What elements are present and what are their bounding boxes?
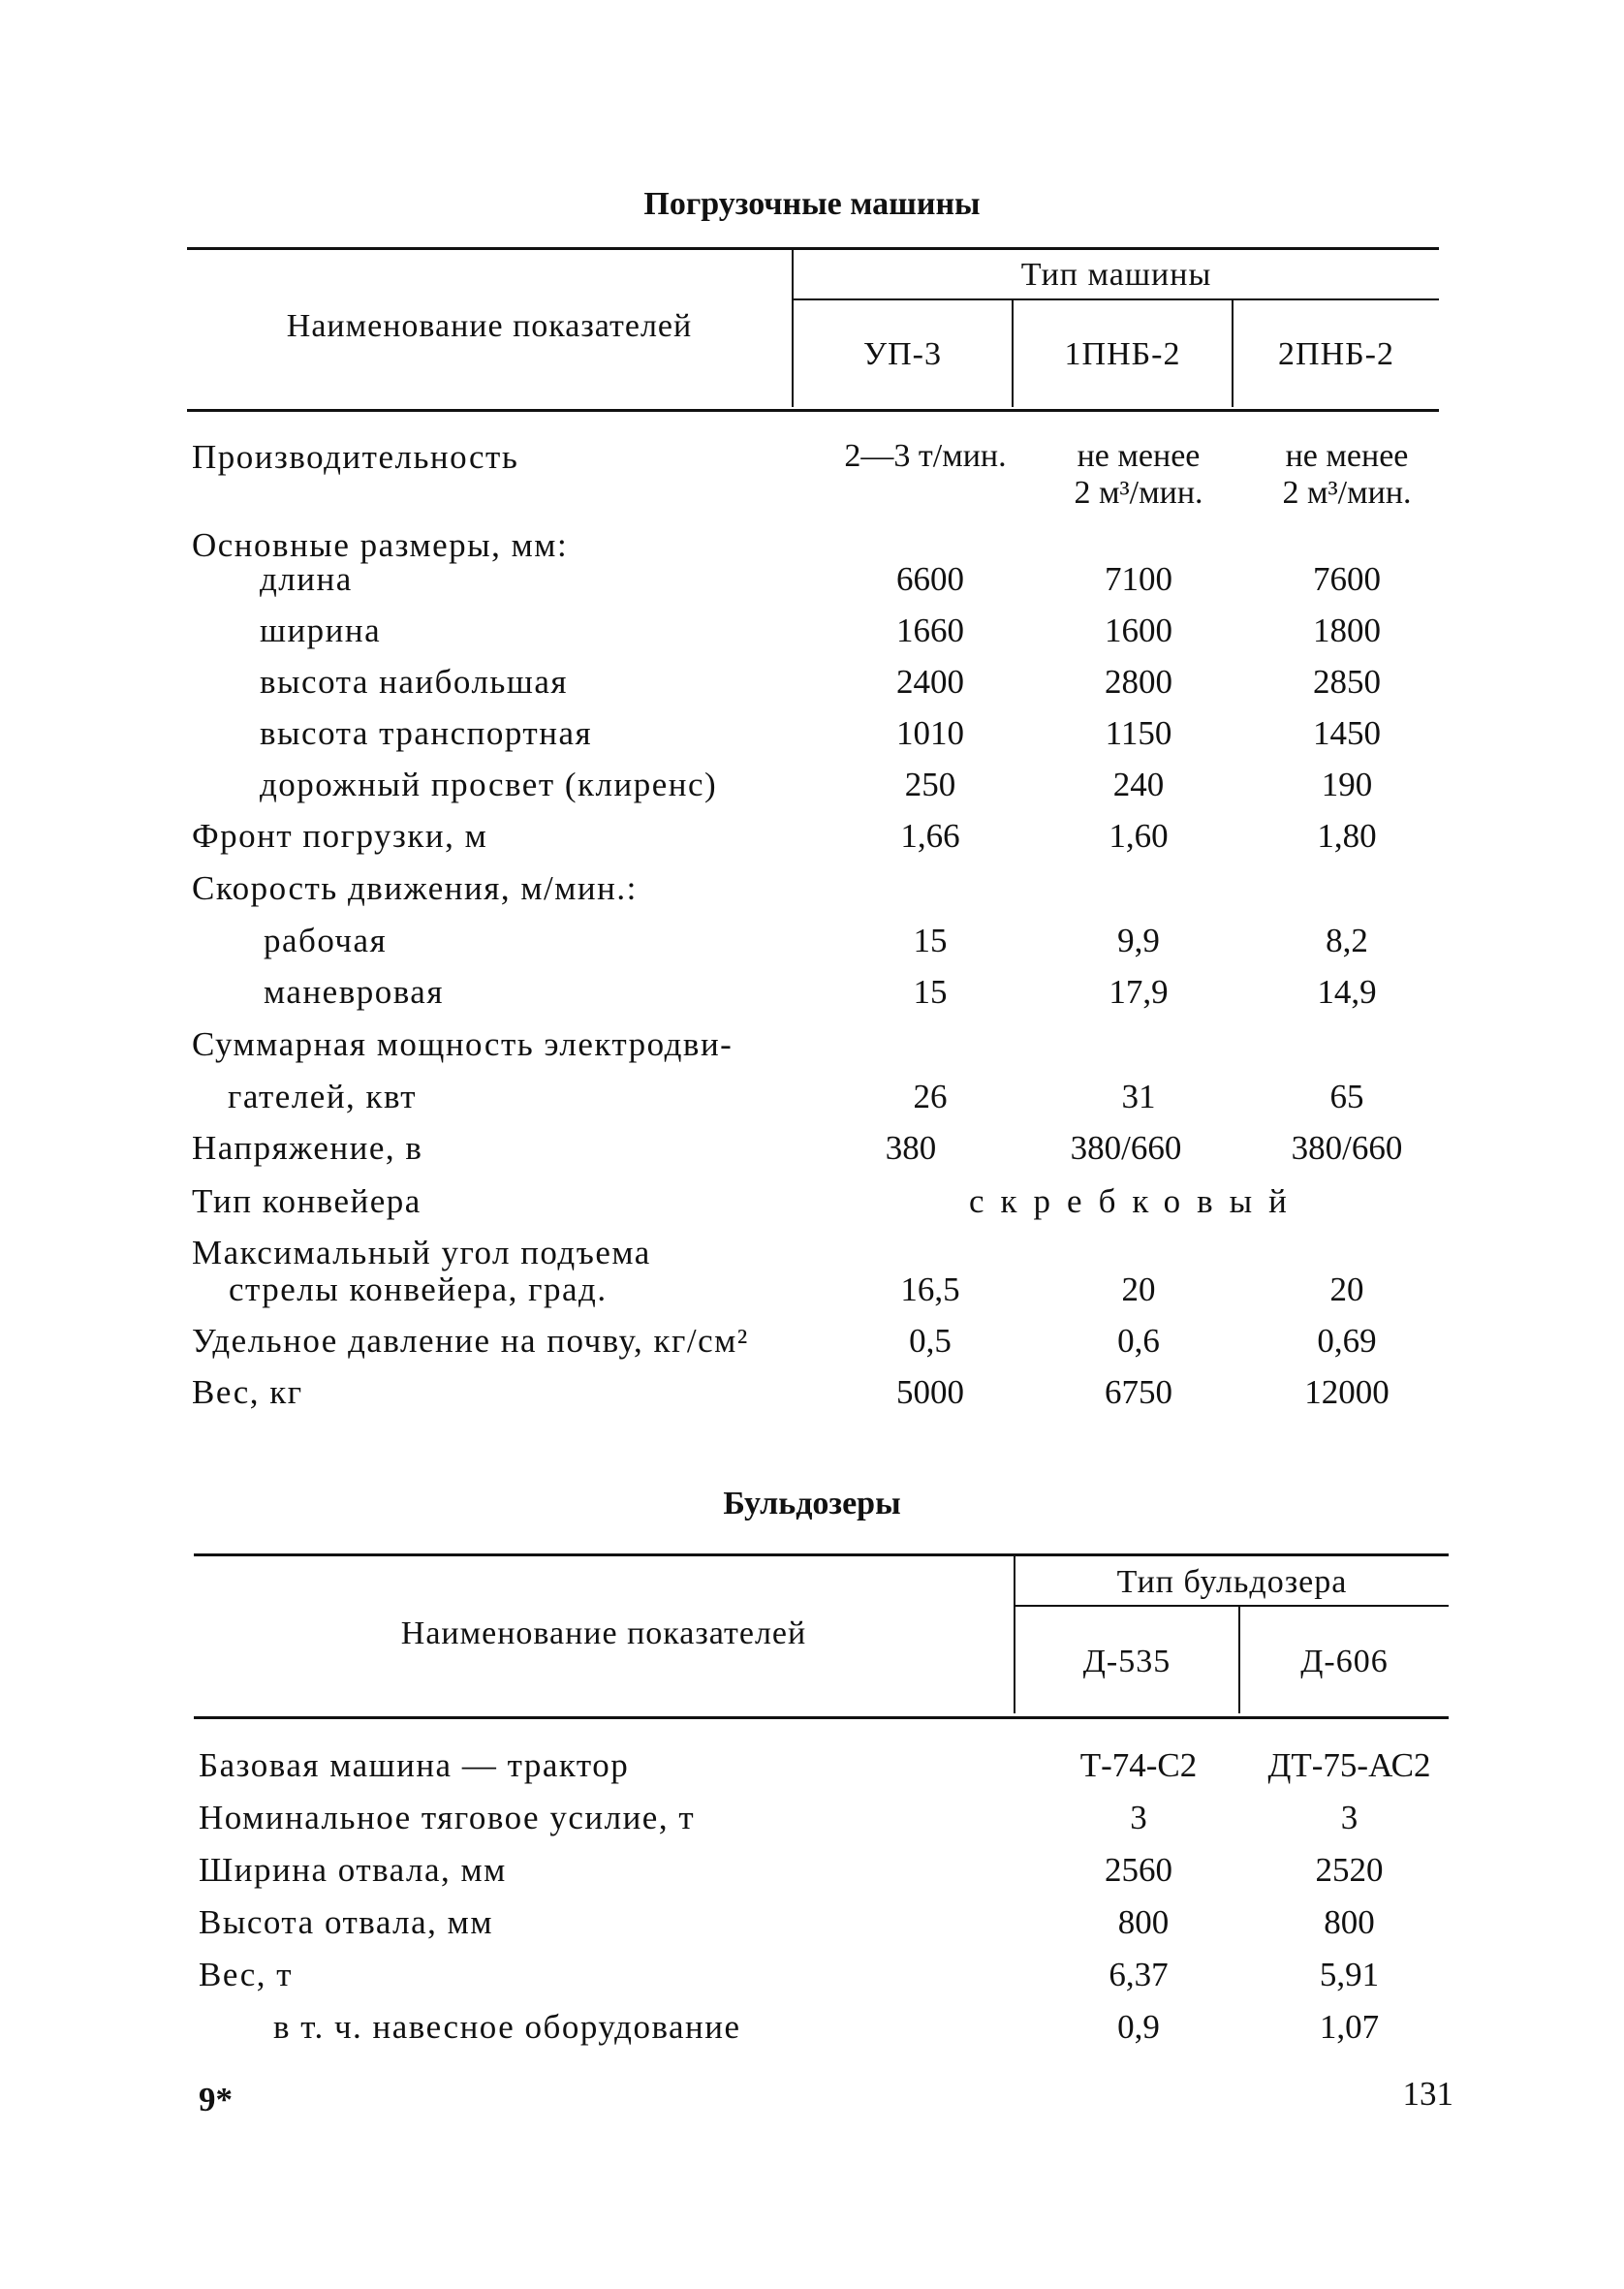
cell-productivity-1pnb2-line1: не менее [1077, 438, 1201, 474]
cell-productivity-up3: 2—3 т/мин. [844, 438, 1007, 474]
cell-max-height-2pnb2: 2850 [1313, 663, 1381, 701]
cell-working-speed-up3: 15 [913, 922, 948, 959]
cell-voltage-up3: 380 [885, 1129, 937, 1167]
row-label-width: ширина [260, 611, 382, 649]
cell-ground-clearance-2pnb2: 190 [1321, 766, 1373, 803]
bulldozers-col-header-d535: Д-535 [1082, 1644, 1171, 1679]
row-label-attachment-weight: в т. ч. навесное оборудование [273, 2008, 741, 2046]
row-label-total-power-line2: гателей, квт [228, 1078, 417, 1115]
cell-total-power-1pnb2: 31 [1121, 1078, 1156, 1115]
cell-transport-height-1pnb2: 1150 [1105, 714, 1172, 752]
cell-base-machine-d535: Т-74-С2 [1079, 1746, 1198, 1784]
cell-weight-t-d606: 5,91 [1319, 1956, 1380, 1993]
loaders-col-header-1pnb2: 1ПНБ-2 [1064, 336, 1181, 372]
cell-weight-t-d535: 6,37 [1109, 1956, 1169, 1993]
cell-blade-width-d606: 2520 [1315, 1851, 1384, 1889]
bulldozers-group-header: Тип бульдозера [1116, 1564, 1348, 1600]
cell-weight-kg-1pnb2: 6750 [1105, 1373, 1172, 1411]
cell-blade-height-d606: 800 [1324, 1903, 1375, 1941]
row-label-ground-pressure: Удельное давление на почву, кг/см² [192, 1322, 749, 1360]
bulldozers-group-rule [1014, 1605, 1449, 1607]
cell-length-2pnb2: 7600 [1313, 560, 1381, 598]
row-label-speed: Скорость движения, м/мин.: [192, 869, 638, 907]
cell-base-machine-d606: ДТ-75-АС2 [1267, 1746, 1431, 1784]
loaders-col-header-up3: УП-3 [863, 336, 942, 372]
row-label-conveyor-type: Тип конвейера [192, 1182, 422, 1220]
row-label-weight-t: Вес, т [199, 1956, 294, 1993]
loaders-group-rule [792, 298, 1439, 300]
cell-blade-width-d535: 2560 [1105, 1851, 1172, 1889]
page-number: 131 [1402, 2075, 1453, 2113]
cell-max-height-1pnb2: 2800 [1105, 663, 1172, 701]
cell-weight-kg-2pnb2: 12000 [1304, 1373, 1390, 1411]
cell-total-power-2pnb2: 65 [1329, 1078, 1364, 1115]
row-label-length: длина [260, 560, 353, 598]
cell-voltage-2pnb2: 380/660 [1291, 1129, 1403, 1167]
row-label-transport-height: высота транспортная [260, 714, 593, 752]
cell-length-up3: 6600 [896, 560, 964, 598]
cell-weight-kg-up3: 5000 [896, 1373, 964, 1411]
cell-loading-front-up3: 1,66 [900, 817, 960, 855]
cell-max-height-up3: 2400 [896, 663, 964, 701]
cell-maneuver-speed-up3: 15 [913, 973, 948, 1011]
cell-length-1pnb2: 7100 [1105, 560, 1172, 598]
row-label-max-angle-line2: стрелы конвейера, град. [229, 1270, 608, 1308]
bulldozers-top-rule [194, 1553, 1449, 1556]
row-label-blade-width: Ширина отвала, мм [199, 1851, 507, 1889]
bulldozers-param-column-header: Наименование показателей [400, 1615, 807, 1651]
cell-ground-pressure-up3: 0,5 [909, 1322, 952, 1360]
cell-loading-front-1pnb2: 1,60 [1109, 817, 1169, 855]
cell-max-angle-up3: 16,5 [900, 1270, 960, 1308]
cell-working-speed-2pnb2: 8,2 [1326, 922, 1368, 959]
cell-ground-clearance-up3: 250 [904, 766, 956, 803]
loaders-top-rule [187, 247, 1439, 250]
cell-productivity-1pnb2-line2: 2 м³/мин. [1074, 475, 1203, 511]
row-label-maneuver-speed: маневровая [264, 973, 444, 1011]
loaders-header-bottom-rule [187, 409, 1439, 412]
cell-transport-height-2pnb2: 1450 [1313, 714, 1381, 752]
cell-productivity-2pnb2-line2: 2 м³/мин. [1282, 475, 1412, 511]
cell-width-up3: 1660 [896, 611, 964, 649]
cell-conveyor-type-span: скребковый [969, 1182, 1303, 1220]
cell-attachment-weight-d606: 1,07 [1319, 2008, 1380, 2046]
cell-max-angle-2pnb2: 20 [1329, 1270, 1364, 1308]
row-label-base-machine: Базовая машина — трактор [199, 1746, 630, 1784]
cell-max-angle-1pnb2: 20 [1121, 1270, 1156, 1308]
cell-traction-force-d606: 3 [1340, 1799, 1359, 1836]
cell-maneuver-speed-2pnb2: 14,9 [1317, 973, 1377, 1011]
row-label-blade-height: Высота отвала, мм [199, 1903, 493, 1941]
cell-traction-force-d535: 3 [1130, 1799, 1147, 1836]
cell-blade-height-d535: 800 [1117, 1903, 1170, 1941]
bulldozers-header-bottom-rule [194, 1716, 1449, 1719]
cell-attachment-weight-d535: 0,9 [1117, 2008, 1160, 2046]
row-label-weight-kg: Вес, кг [192, 1373, 303, 1411]
cell-loading-front-2pnb2: 1,80 [1317, 817, 1377, 855]
row-label-ground-clearance: дорожный просвет (клиренс) [260, 766, 718, 803]
row-label-voltage: Напряжение, в [192, 1129, 423, 1167]
cell-maneuver-speed-1pnb2: 17,9 [1109, 973, 1169, 1011]
cell-transport-height-up3: 1010 [896, 714, 964, 752]
bulldozers-title: Бульдозеры [723, 1486, 901, 1521]
cell-width-2pnb2: 1800 [1313, 611, 1381, 649]
row-label-max-angle-line1: Максимальный угол подъема [192, 1234, 651, 1271]
cell-voltage-1pnb2: 380/660 [1070, 1129, 1182, 1167]
cell-ground-pressure-1pnb2: 0,6 [1117, 1322, 1160, 1360]
row-label-loading-front: Фронт погрузки, м [192, 817, 488, 855]
cell-ground-pressure-2pnb2: 0,69 [1317, 1322, 1377, 1360]
row-label-max-height: высота наибольшая [260, 663, 568, 701]
loaders-col-header-2pnb2: 2ПНБ-2 [1278, 336, 1394, 372]
row-label-working-speed: рабочая [264, 922, 388, 959]
cell-working-speed-1pnb2: 9,9 [1117, 922, 1160, 959]
cell-productivity-2pnb2-line1: не менее [1285, 438, 1409, 474]
row-label-productivity: Производительность [192, 438, 519, 476]
cell-ground-clearance-1pnb2: 240 [1112, 766, 1165, 803]
row-label-total-power-line1: Суммарная мощность электродви- [192, 1025, 734, 1063]
loaders-title: Погрузочные машины [643, 186, 981, 222]
cell-width-1pnb2: 1600 [1105, 611, 1172, 649]
row-label-main-dimensions: Основные размеры, мм: [192, 526, 569, 564]
loaders-param-column-header: Наименование показателей [286, 308, 693, 344]
signature-mark: 9* [199, 2081, 233, 2118]
cell-total-power-up3: 26 [913, 1078, 948, 1115]
bulldozers-col-header-d606: Д-606 [1300, 1644, 1389, 1679]
row-label-traction-force: Номинальное тяговое усилие, т [199, 1799, 696, 1836]
loaders-group-header: Тип машины [1020, 257, 1212, 293]
